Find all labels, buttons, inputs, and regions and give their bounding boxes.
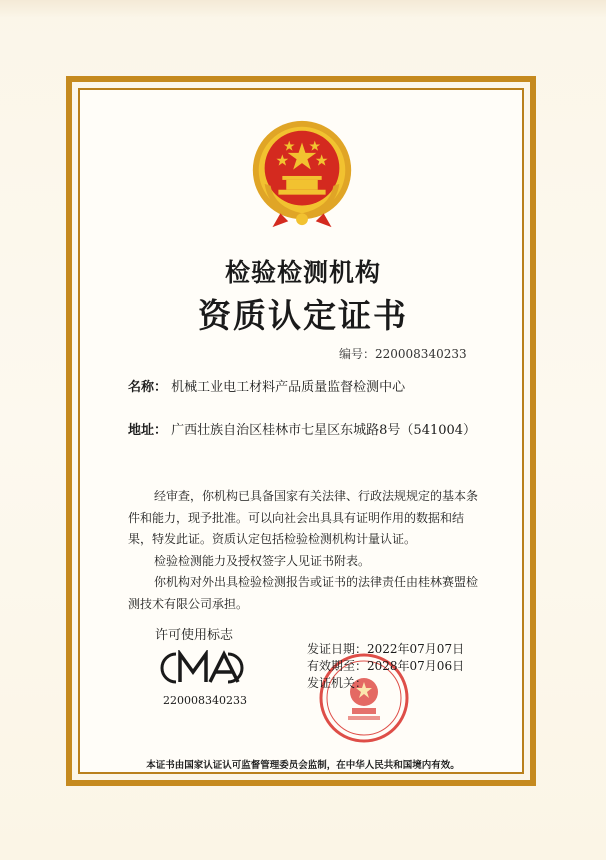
certificate-title-line1: 检验检测机构 [224, 258, 381, 287]
address-value: 广西壮族自治区桂林市七星区东城路8号（541004） [171, 423, 477, 438]
name-label: 名称： [128, 380, 168, 395]
certificate-title-line2: 资质认定证书 [198, 296, 408, 335]
certificate-body [128, 486, 486, 615]
institution-address-row [128, 419, 476, 438]
issue-info [307, 641, 464, 692]
name-value: 机械工业电工材料产品质量监督检测中心 [171, 380, 406, 395]
address-label: 地址： [128, 423, 168, 438]
institution-name-row [128, 376, 405, 395]
national-emblem-icon [243, 115, 361, 233]
body-paragraph-liability: 你机构对外出具检验检测报告或证书的法律责任由桂林赛盟检测技术有限公司承担。 [128, 575, 479, 611]
body-paragraph-scope: 检验检测能力及授权签字人见证书附表。 [154, 553, 371, 568]
issuer-label: 发证机关： [307, 676, 368, 690]
license-mark-number: 220008340233 [163, 694, 247, 707]
issue-date: 发证日期：2022年07月07日 [307, 642, 465, 656]
certificate-number: 编号：220008340233 [339, 347, 467, 361]
top-edge [0, 0, 606, 18]
body-paragraph-approval: 经审查，你机构已具备国家有关法律、行政法规规定的基本条件和能力，现予批准。可以向社会出具具有证明作用的数据和结果，特发此证。资质认定包括检验检测机构计量认证。 [128, 489, 479, 546]
valid-until: 有效期至：2028年07月06日 [307, 659, 465, 673]
footer-note: 本证书由国家认证认可监督管理委员会监制，在中华人民共和国境内有效。 [146, 760, 460, 771]
cma-logo-icon [160, 650, 246, 686]
license-mark-label: 许可使用标志 [155, 628, 234, 643]
